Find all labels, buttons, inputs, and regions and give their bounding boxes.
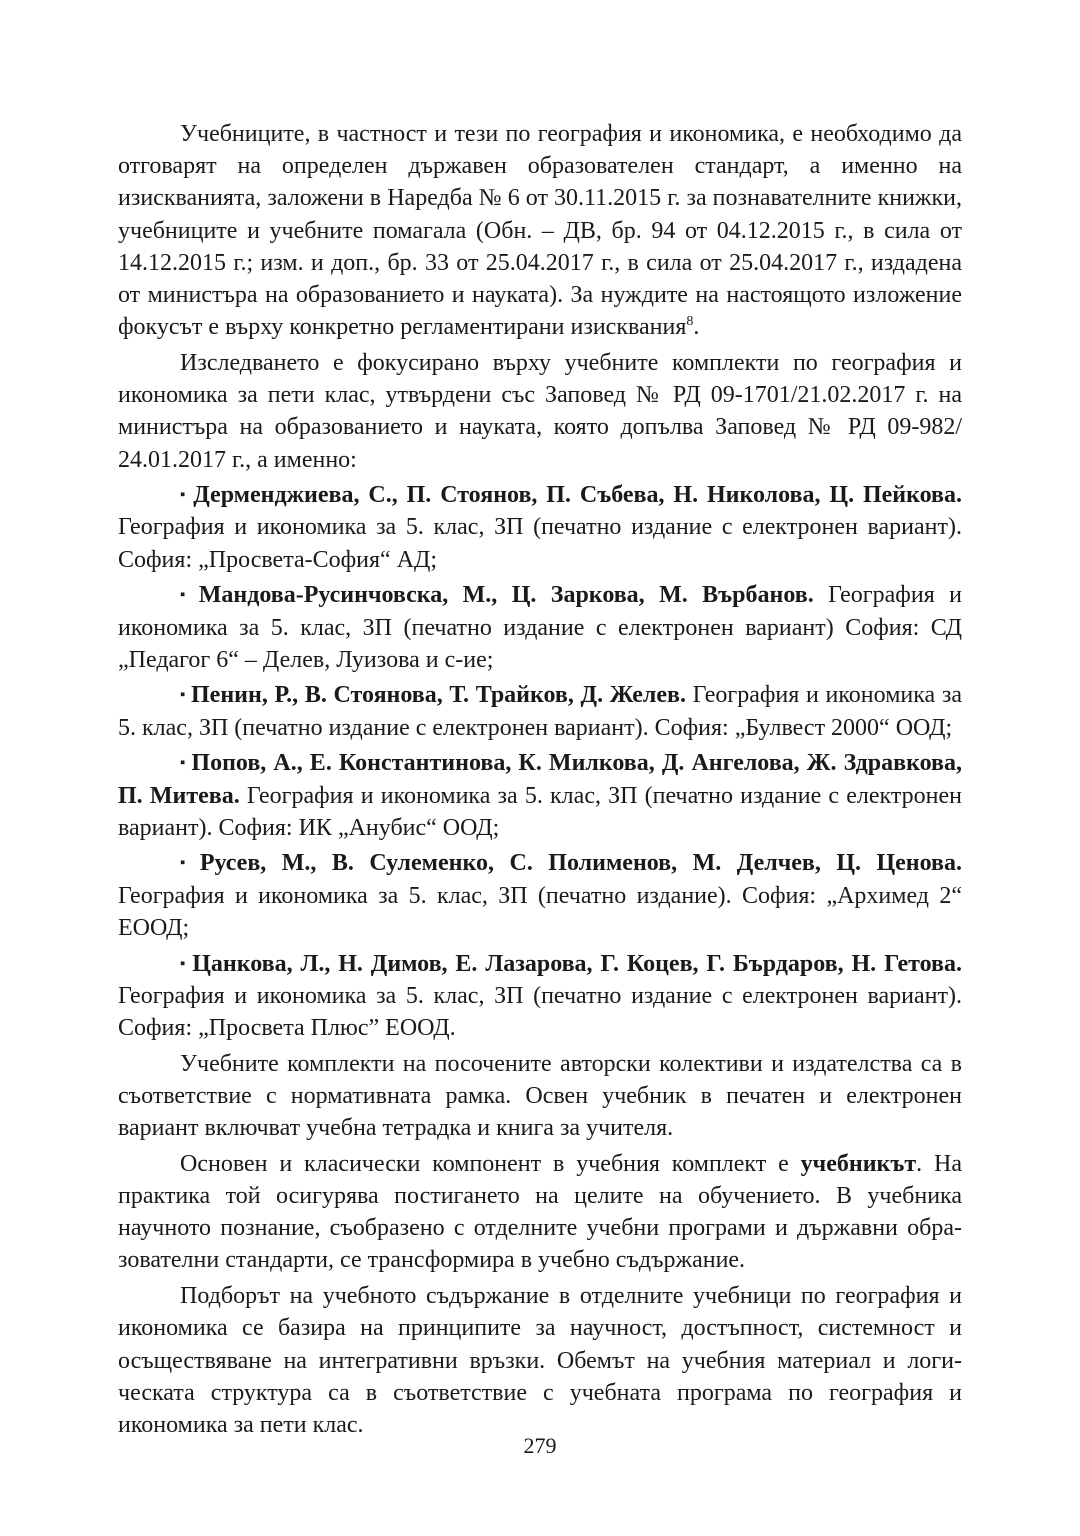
footnote-reference[interactable]: 8 <box>686 314 694 330</box>
textbook-list-item-5 <box>118 847 962 944</box>
bullet-square-icon: ▪ <box>180 755 187 772</box>
textbook-list-item-6 <box>118 948 962 1045</box>
bullet-square-icon: ▪ <box>180 487 189 504</box>
list-item-text: География и икономика за 5. клас, ЗП (печатно издание). София: „Архимед 2“ ЕООД; <box>118 882 962 941</box>
paragraph-standards-text: Учебниците, в частност и тези по география и икономика, е необходимо да отговарят на определен държавен образователен стандарт, а именно на изискванията, заложени в Наредба № 6 от 30.11.2015 г. за познавателните книжки, учебниците и учебните помагала (Обн. – ДВ, бр. 94 от 04.12.2015 г., в сила от 14.12.2015 г.; изм. и доп., бр. 33 от 25.04.2017 г., в сила от 25.04.2017 г., издадена от министъра на образованието и науката). За нуждите на настоящото изложение фокусът е върху конкретно регламентирани изисквания <box>118 121 962 341</box>
emphasized-term: учебникът <box>800 1150 917 1177</box>
textbook-list-item-1 <box>118 479 962 576</box>
list-item-text: География и икономика за 5. клас, ЗП (печатно издание с електронен вариант). София: „Просвета-София“ АД; <box>118 514 962 573</box>
paragraph-textbook-after: . На практика той осигурява постигането на целите на обучението. В учебника научното познание, съобразено с отделните учебни програми и държавни образователни стандарти, се трансформира в учебно съдържание. <box>118 1150 962 1274</box>
list-item-authors: Попов, А., Е. Константинова, К. Милкова, Д. Ангелова, Ж. Здравкова, П. Митева. <box>118 750 962 809</box>
list-item-authors: Русев, М., В. Сулеменко, С. Полименов, М. Делчев, Ц. Ценова. <box>199 850 962 877</box>
list-item-authors: Пенин, Р., В. Стоянова, Т. Трайков, Д. Желев. <box>191 682 686 709</box>
paragraph-standards-end: . <box>693 314 700 341</box>
paragraph-standards <box>118 118 962 343</box>
list-item-authors: Мандова-Русинчовска, М., Ц. Заркова, М. Върбанов. <box>198 582 814 609</box>
paragraph-research-focus: Изследването е фокусирано върху учебните комплекти по география и икономика за пети клас, утвърдени със Заповед № РД 09-1701/21.02.2017 г. на министъра на образованието и науката, която допълва Заповед № РД 09-982/ 24.01.2017 г., а именно: <box>118 349 962 473</box>
page-number: 279 <box>523 1433 557 1458</box>
paragraph-compliance: Учебните комплекти на посочените авторски колективи и издателства са в съответствие с нормативната рамка. Освен учебник в печатен и електронен вариант включват учебна тетрадка и книга за учителя. <box>118 1050 962 1142</box>
list-item-authors: Дерменджиева, С., П. Стоянов, П. Събева, Н. Николова, Ц. Пейкова. <box>193 482 962 509</box>
list-item-text: География и икономика за 5. клас, ЗП (печатно издание с електронен вариант) София: СД „Педагог 6“ – Делев, Луизова и с-ие; <box>118 582 962 673</box>
textbook-list-item-4 <box>118 747 962 844</box>
bullet-square-icon: ▪ <box>180 687 187 704</box>
paragraph-textbook-component <box>118 1148 962 1277</box>
bullet-square-icon: ▪ <box>180 587 194 604</box>
textbook-list-item-3 <box>118 679 962 743</box>
paragraph-textbook-before: Основен и класически компонент в учебния комплект е <box>180 1150 801 1177</box>
bullet-square-icon: ▪ <box>180 855 195 872</box>
body-text <box>118 118 962 1441</box>
textbook-list-item-2 <box>118 579 962 676</box>
list-item-text: География и икономика за 5. клас, ЗП (печатно издание с електронен вариант). София: ИК „Анубис“ ООД; <box>118 782 962 841</box>
list-item-authors: Цанкова, Л., Н. Димов, Е. Лазарова, Г. Коцев, Г. Бърдаров, Н. Гетова. <box>192 950 963 977</box>
list-item-text: География и икономика за 5. клас, ЗП (печатно издание с електронен вариант). София: „Булвест 2000“ ООД; <box>118 682 962 741</box>
list-item-text: География и икономика за 5. клас, ЗП (печатно издание с електронен вариант). София: „Просвета Плюс” ЕООД. <box>118 982 962 1041</box>
paragraph-content-selection: Подборът на учебното съдържание в отделните учебници по география и икономика се базира на принципите за научност, достъпност, системност и осъществяване на интегративни връзки. Обемът на учебния материал и логическата структура са в съответствие с учебната програма по география и икономика за пети клас. <box>118 1283 962 1438</box>
bullet-square-icon: ▪ <box>180 955 188 972</box>
